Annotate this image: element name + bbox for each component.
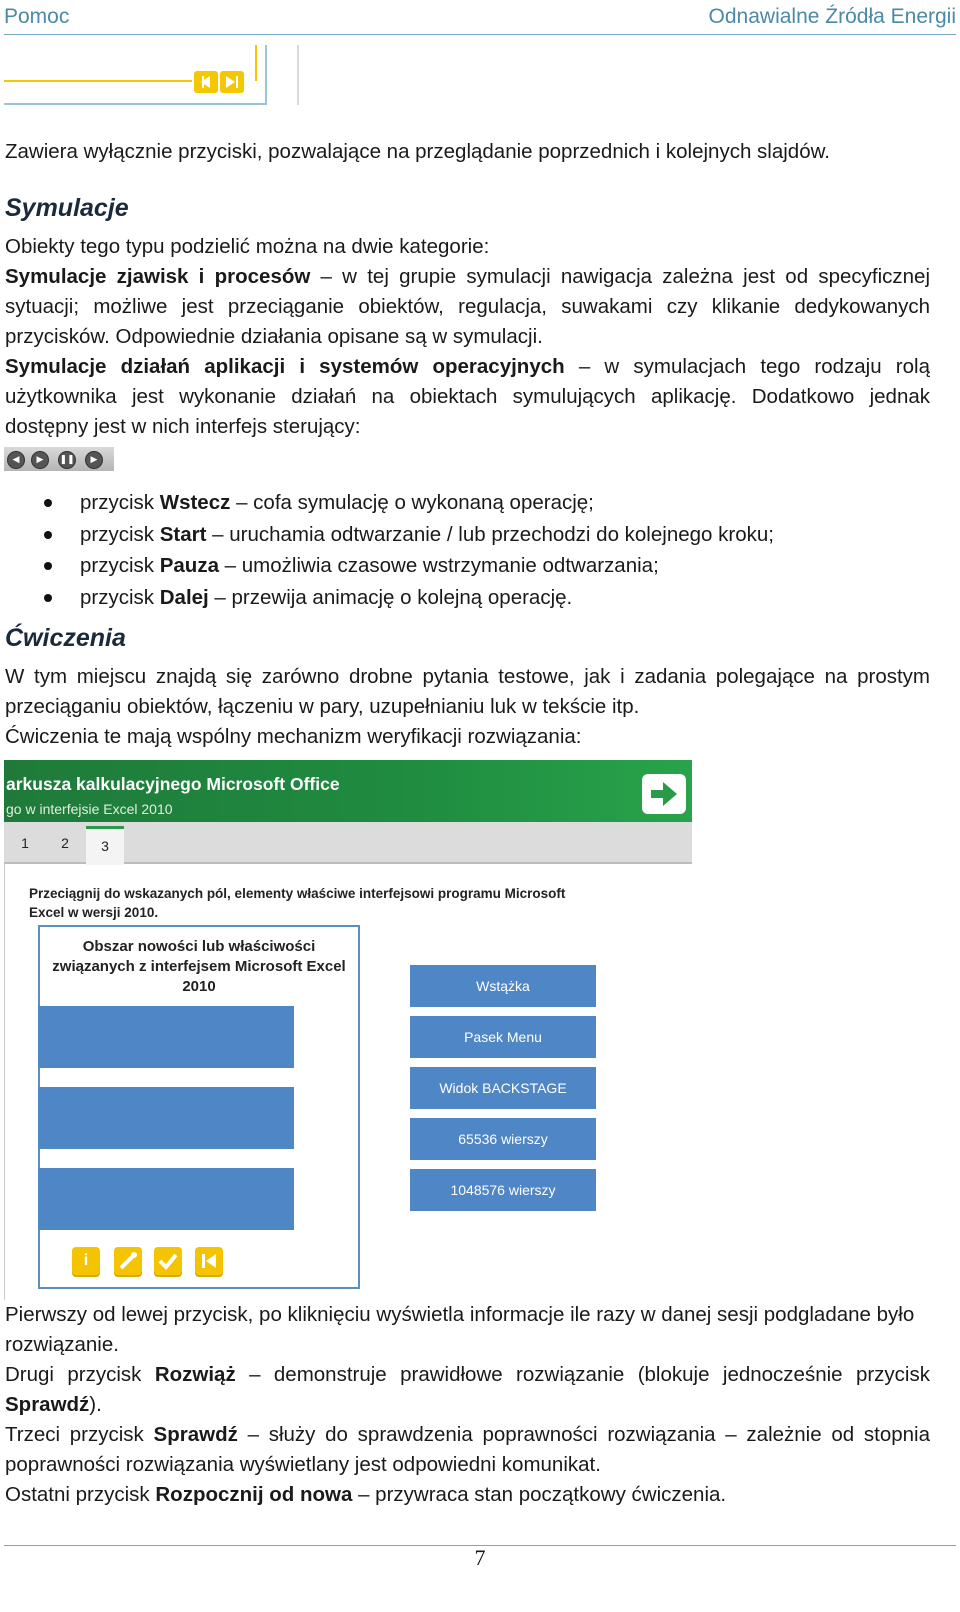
simulation-control-bar — [4, 447, 114, 471]
section-heading-simulations: Symulacje — [5, 194, 129, 222]
header-left-title: Pomoc — [4, 5, 70, 28]
list-item: przycisk Start – uruchamia odtwarzanie / lub przechodzi do kolejnego kroku; — [0, 519, 900, 551]
tab-1[interactable]: 1 — [21, 835, 29, 851]
simulations-intro: Obiekty tego typu podzielić można na dwie kategorie: — [5, 235, 490, 258]
intro-paragraph: Zawiera wyłącznie przyciski, pozwalające na przeglądanie poprzednich i kolejnych slajdów. — [5, 140, 830, 163]
previous-slide-icon — [194, 71, 218, 93]
solve-button[interactable] — [114, 1247, 142, 1275]
page-header — [4, 0, 956, 35]
restart-icon — [195, 1247, 223, 1275]
list-item: przycisk Wstecz – cofa symulację o wykonaną operację; — [0, 487, 900, 519]
exercise-title: arkusza kalkulacyjnego Microsoft Office — [6, 774, 340, 794]
bullet-icon — [44, 499, 52, 507]
list-item: przycisk Dalej – przewija animację o kolejną operację. — [0, 582, 900, 614]
exercise-instruction: Przeciągnij do wskazanych pól, elementy właściwe interfejsowi programu Microsoft Excel w wersji 2010. — [29, 886, 566, 920]
exercises-paragraph: W tym miejscu znajdą się zarówno drobne pytania testowe, jak i zadania polegające na prostym przeciąganiu obiektów, łączeniu w pary, uzupełnianiu luk w tekście itp. — [5, 665, 930, 718]
section-heading-exercises: Ćwiczenia — [5, 624, 126, 652]
simulations-category-2 — [5, 352, 930, 442]
restart-button[interactable] — [195, 1247, 223, 1275]
drop-slot-3[interactable] — [38, 1168, 294, 1230]
drop-slot-1[interactable] — [38, 1006, 294, 1068]
third-button-description: Trzeci przycisk Sprawdź – służy do sprawdzenia poprawności rozwiązania – zależnie od stopnia poprawności rozwiązania wyświetlany jest odpowiedni komunikat. — [5, 1423, 930, 1476]
info-icon: i — [83, 1252, 89, 1269]
info-button[interactable] — [72, 1247, 100, 1275]
exercise-subtitle: go w interfejsie Excel 2010 — [6, 801, 173, 817]
exercise-title-bar — [4, 760, 692, 822]
header-right-title: Odnawialne Źródła Energii — [708, 5, 956, 28]
arrow-right-icon — [651, 782, 677, 806]
bullet-icon — [44, 594, 52, 602]
draggable-option[interactable]: Pasek Menu — [410, 1016, 596, 1058]
exercise-tabs — [4, 822, 692, 864]
drop-zone-title: Obszar nowości lub właściwości związanych z interfejsem Microsoft Excel 2010 — [52, 938, 346, 995]
category-1-text: – w tej grupie symulacji nawigacja zależna jest od specyficznej sytuacji; możliwe jest przeciąganie obiektów, regulacja, suwakami czy klikanie dedykowanych przycisków. Odpowiednie działania opisane są w symulacji. — [5, 265, 931, 348]
screenshot-left-border — [4, 864, 5, 1300]
forward-icon: ▶ — [85, 451, 103, 469]
first-button-description: Pierwszy od lewej przycisk, po kliknięciu wyświetla informacje ile razy w danej sesji podgladane było rozwiązanie. — [5, 1303, 915, 1356]
next-slide-icon — [220, 71, 244, 93]
next-exercise-button[interactable] — [642, 774, 686, 814]
back-icon: ◀ — [7, 451, 25, 469]
wand-icon — [114, 1247, 142, 1275]
exercises-verification-intro: Ćwiczenia te mają wspólny mechanizm weryfikacji rozwiązania: — [5, 725, 582, 748]
check-button[interactable] — [154, 1247, 182, 1275]
category-2-title: Symulacje działań aplikacji i systemów operacyjnych — [5, 355, 565, 378]
draggable-option[interactable]: Widok BACKSTAGE — [410, 1067, 596, 1109]
second-button-description: Drugi przycisk Rozwiąż – demonstruje prawidłowe rozwiązanie (blokuje jednocześnie przycisk Sprawdź). — [5, 1363, 930, 1416]
checkmark-icon — [154, 1247, 182, 1275]
exercise-screenshot — [4, 760, 694, 1300]
play-icon: ▶ — [31, 451, 49, 469]
draggable-option[interactable]: 1048576 wierszy — [410, 1169, 596, 1211]
draggable-option[interactable]: 65536 wierszy — [410, 1118, 596, 1160]
drop-slot-2[interactable] — [38, 1087, 294, 1149]
last-button-description: Ostatni przycisk Rozpocznij od nowa – przywraca stan początkowy ćwiczenia. — [5, 1483, 727, 1506]
category-1-title: Symulacje zjawisk i procesów — [5, 265, 311, 288]
slide-navigation-illustration — [4, 45, 304, 109]
tab-2[interactable]: 2 — [61, 835, 69, 851]
simulations-category-1 — [5, 262, 930, 352]
page-number: 7 — [474, 1545, 486, 1570]
draggable-option[interactable]: Wstążka — [410, 965, 596, 1007]
tab-3[interactable]: 3 — [86, 826, 124, 865]
category-2-text: – w symulacjach tego rodzaju rolą użytkownika jest wykonanie działań na obiektach symulujących aplikację. Dodatkowo jednak dostępny jest w nich interfejs sterujący: — [5, 355, 930, 438]
control-buttons-list — [0, 487, 900, 613]
bullet-icon — [44, 531, 52, 539]
pause-icon: ❚❚ — [58, 451, 76, 469]
bullet-icon — [44, 562, 52, 570]
list-item: przycisk Pauza – umożliwia czasowe wstrzymanie odtwarzania; — [0, 550, 900, 582]
